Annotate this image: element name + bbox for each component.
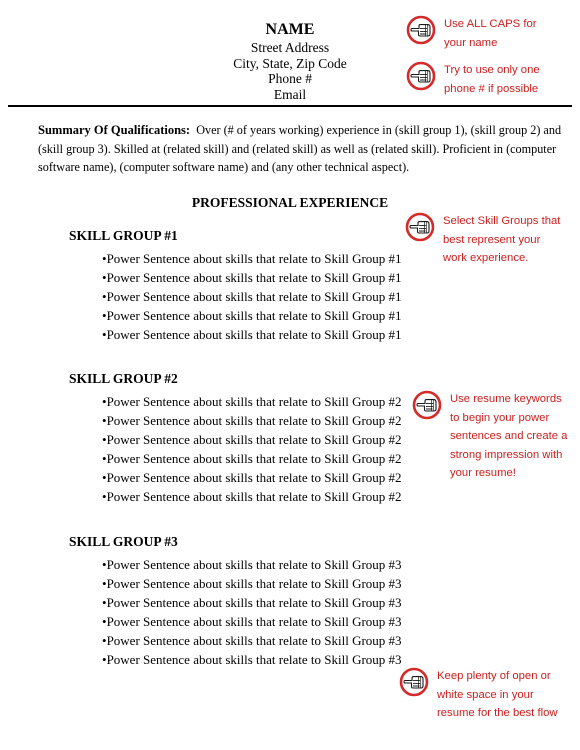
list-item: • Power Sentence about skills that relate to Skill Group #2 xyxy=(102,468,429,487)
list-item: • Power Sentence about skills that relate to Skill Group #2 xyxy=(102,487,429,506)
tip-white-space xyxy=(399,667,558,723)
summary-label: Summary Of Qualifications: xyxy=(38,123,191,137)
section-title: PROFESSIONAL EXPERIENCE xyxy=(191,195,389,210)
list-item: • Power Sentence about skills that relate to Skill Group #1 xyxy=(102,249,429,268)
phone: Phone # xyxy=(268,71,312,86)
street-address: Street Address xyxy=(250,40,330,55)
skill-group-list xyxy=(69,555,429,669)
header-divider xyxy=(8,105,572,107)
pointing-hand-icon xyxy=(399,667,429,697)
skill-group-list xyxy=(69,249,429,344)
list-item: • Power Sentence about skills that relate to Skill Group #2 xyxy=(102,392,429,411)
tip-text: Select Skill Groups that best represent your work experience. xyxy=(443,215,561,264)
pointing-hand-icon xyxy=(405,212,435,242)
list-item: • Power Sentence about skills that relate to Skill Group #2 xyxy=(102,449,429,468)
list-item: • Power Sentence about skills that relate to Skill Group #3 xyxy=(102,612,429,631)
summary-of-qualifications xyxy=(38,121,572,177)
city-state-zip: City, State, Zip Code xyxy=(233,55,347,71)
skill-group-2 xyxy=(69,371,429,506)
tip-skill-groups xyxy=(405,212,560,268)
list-item: • Power Sentence about skills that relate to Skill Group #3 xyxy=(102,555,429,574)
tip-phone xyxy=(406,61,540,98)
tip-caps-name xyxy=(406,15,537,52)
list-item: • Power Sentence about skills that relate to Skill Group #1 xyxy=(102,287,429,306)
list-item: • Power Sentence about skills that relate to Skill Group #1 xyxy=(102,306,429,325)
skill-group-title: SKILL GROUP #2 xyxy=(69,371,178,386)
tip-text: Keep plenty of open or white space in your resume for the best flow xyxy=(437,670,558,719)
skill-group-title: SKILL GROUP #3 xyxy=(69,534,178,549)
list-item: • Power Sentence about skills that relate to Skill Group #2 xyxy=(102,430,429,449)
pointing-hand-icon xyxy=(406,61,436,91)
list-item: • Power Sentence about skills that relate to Skill Group #2 xyxy=(102,411,429,430)
list-item: • Power Sentence about skills that relate to Skill Group #1 xyxy=(102,325,429,344)
pointing-hand-icon xyxy=(412,390,442,420)
email: Email xyxy=(273,86,307,102)
tip-keywords xyxy=(412,390,567,483)
pointing-hand-icon xyxy=(406,15,436,45)
list-item: • Power Sentence about skills that relate to Skill Group #1 xyxy=(102,268,429,287)
resume-header xyxy=(200,20,380,102)
skill-group-title: SKILL GROUP #1 xyxy=(69,228,178,243)
list-item: • Power Sentence about skills that relate to Skill Group #3 xyxy=(102,574,429,593)
list-item: • Power Sentence about skills that relate to Skill Group #3 xyxy=(102,650,429,669)
summary-text: Over (# of years working) experience in (skill group 1), (skill group 2) and (skill group 3). Skilled at (related skill) and (related skill) as well as (related skill). Proficient in (computer software name), (computer software name) and (any other technical aspect). xyxy=(38,123,562,174)
tip-text: Try to use only one phone # if possible xyxy=(444,64,540,95)
tip-text: Use ALL CAPS for your name xyxy=(444,18,537,49)
skill-group-1 xyxy=(69,228,429,344)
applicant-name: NAME xyxy=(265,21,315,38)
skill-group-list xyxy=(69,392,429,506)
tip-text: Use resume keywords to begin your power sentences and create a strong impression with your resume! xyxy=(450,393,568,479)
list-item: • Power Sentence about skills that relate to Skill Group #3 xyxy=(102,631,429,650)
skill-group-3 xyxy=(69,534,429,669)
list-item: • Power Sentence about skills that relate to Skill Group #3 xyxy=(102,593,429,612)
